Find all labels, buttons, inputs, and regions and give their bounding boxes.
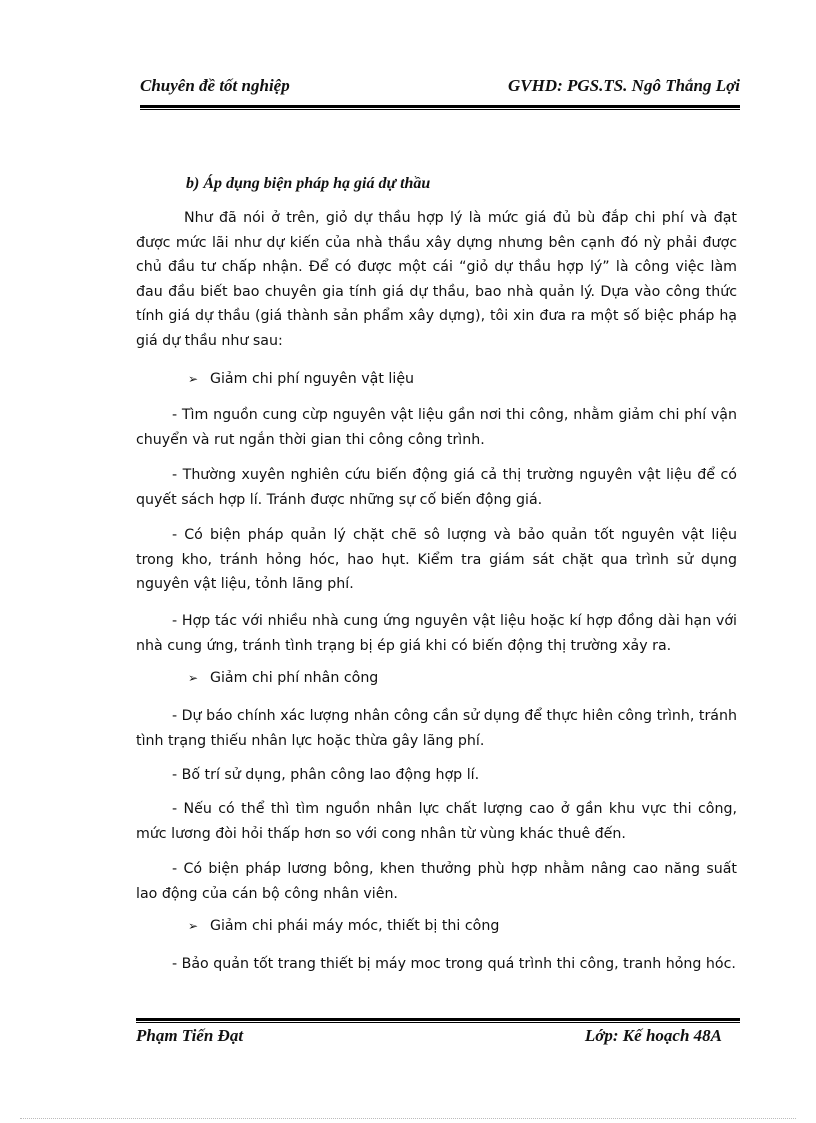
list-item: - Thường xuyên nghiên cứu biến động giá cả thị trường nguyên vật liệu để có quyết sách hợp lí. Tránh được những sự cố biến động giá. — [136, 467, 737, 508]
arrow-bullet-icon: ➢ — [188, 372, 199, 386]
arrow-bullet-icon: ➢ — [188, 919, 199, 933]
group-heading — [188, 670, 378, 686]
header-right: GVHD: PGS.TS. Ngô Thắng Lợi — [507, 76, 740, 95]
footer-right: Lớp: Kế hoạch 48A — [584, 1026, 722, 1045]
list-item: - Hợp tác với nhiều nhà cung ứng nguyên vật liệu hoặc kí hợp đồng dài hạn với nhà cung ứng, tránh tình trạng bị ép giá khi có biến động thị trường xảy ra. — [136, 613, 737, 654]
header-rule — [140, 105, 740, 108]
list-item: - Dự báo chính xác lượng nhân công cần sử dụng để thực hiên công trình, tránh tình trạng thiếu nhân lực hoặc thừa gây lãng phí. — [136, 708, 737, 749]
page-bottom-dotted-divider — [20, 1118, 796, 1119]
group-heading-label: Giảm chi phí nguyên vật liệu — [210, 371, 415, 387]
footer-left: Phạm Tiến Đạt — [136, 1026, 244, 1045]
list-item: - Tìm nguồn cung cừp nguyên vật liệu gần nơi thi công, nhằm giảm chi phí vận chuyển và rut ngắn thời gian thi công công trình. — [136, 407, 737, 448]
group-heading-label: Giảm chi phái máy móc, thiết bị thi công — [210, 918, 500, 934]
footer-rule — [136, 1018, 740, 1021]
list-item: - Nếu có thể thì tìm nguồn nhân lực chất lượng cao ở gần khu vực thi công, mức lương đòi hỏi thấp hơn so với cong nhân từ vùng khác thuê đến. — [136, 801, 737, 842]
list-item: - Có biện pháp lương bông, khen thưởng phù hợp nhằm nâng cao năng suất lao động của cán bộ công nhân viên. — [136, 861, 737, 902]
intro-paragraph: Như đã nói ở trên, giỏ dự thầu hợp lý là mức giá đủ bù đắp chi phí và đạt được mức lãi như dự kiến của nhà thầu xây dựng nhưng bên cạnh đó nỳ phải được chủ đầu tư chấp nhận. Để có được một cái “giỏ dự thầu hợp lý” là công việc làm đau đầu biết bao chuyên gia tính giá dự thầu, bao nhà quản lý. Dựa vào công thức tính giá dự thầu (giá thành sản phẩm xây dựng), tôi xin đưa ra một số biệc pháp hạ giá dự thầu như sau: — [136, 210, 737, 349]
arrow-bullet-icon: ➢ — [188, 671, 199, 685]
list-item: - Bố trí sử dụng, phân công lao động hợp lí. — [172, 767, 480, 783]
page-header — [140, 74, 740, 100]
header-rule-thin — [140, 109, 740, 110]
page-footer — [136, 1026, 740, 1050]
group-heading — [188, 371, 414, 387]
group-heading — [188, 918, 499, 934]
footer-rule-thin — [136, 1022, 740, 1023]
group-heading-label: Giảm chi phí nhân công — [210, 670, 379, 686]
list-item: - Có biện pháp quản lý chặt chẽ sô lượng và bảo quản tốt nguyên vật liệu trong kho, tránh hỏng hóc, hao hụt. Kiểm tra giám sát chặt qua trình sử dụng nguyên vật liệu, tỏnh lãng phí. — [136, 527, 737, 592]
header-left: Chuyên đề tốt nghiệp — [140, 76, 290, 95]
list-item: - Bảo quản tốt trang thiết bị máy moc trong quá trình thi công, tranh hỏng hóc. — [172, 956, 736, 972]
section-title: b) Áp dụng biện pháp hạ giá dự thầu — [186, 175, 431, 192]
